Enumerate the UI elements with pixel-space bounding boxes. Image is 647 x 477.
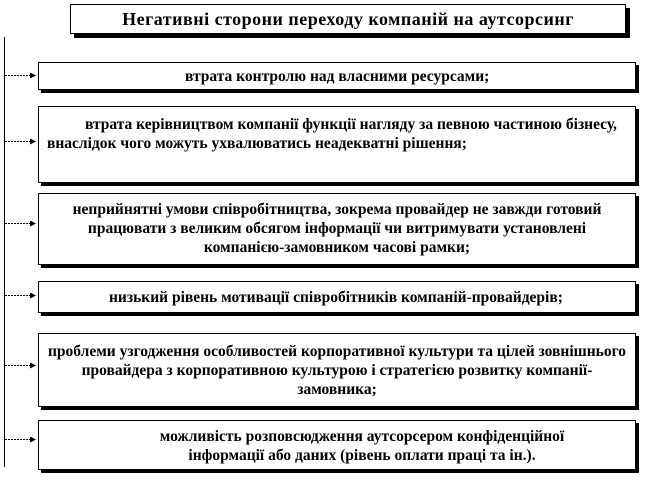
diagram-title-text: Негативні сторони переходу компаній на аутсорсинг bbox=[122, 8, 574, 29]
arrow-4 bbox=[5, 292, 36, 299]
arrow-3 bbox=[5, 220, 36, 227]
item-text-3: неприйнятні умови співробітництва, зокрема провайдер не завжди готовий працювати з великим обсягом інформації чи витримувати установлені компанією-замовником часові рамки; bbox=[72, 201, 602, 256]
arrow-5 bbox=[5, 362, 36, 369]
arrow-right-icon bbox=[5, 220, 36, 227]
item-box-4 bbox=[38, 281, 636, 313]
arrow-right-icon bbox=[5, 362, 36, 369]
arrow-right-icon bbox=[5, 72, 36, 79]
arrow-6 bbox=[5, 436, 36, 443]
item-text-6: можливість розповсюдження аутсорсером конфіденційної інформації або даних (рівень оплати праці та ін.). bbox=[159, 428, 565, 464]
item-text-2: втрата керівництвом компанії функції нагляду за певною частиною бізнесу, внаслідок чого можуть ухвалюватись неадекватні рішення; bbox=[47, 116, 617, 152]
item-box-2 bbox=[38, 106, 636, 183]
arrow-right-icon bbox=[5, 292, 36, 299]
arrow-1 bbox=[5, 72, 36, 79]
diagram-title bbox=[70, 4, 626, 34]
item-box-3 bbox=[38, 193, 636, 265]
arrow-2 bbox=[5, 138, 36, 145]
item-box-6 bbox=[38, 420, 636, 470]
item-box-1 bbox=[38, 62, 636, 90]
vertical-connector-line bbox=[4, 37, 5, 467]
item-text-5: проблеми узгодження особливостей корпоративної культури та цілей зовнішнього провайдера з корпоративною культурою і стратегією розвитку компанії-замовника; bbox=[48, 343, 626, 398]
item-text-4: низький рівень мотивації співробітників компаній-провайдерів; bbox=[109, 289, 563, 306]
item-text-1: втрата контролю над власними ресурсами; bbox=[185, 68, 490, 85]
arrow-right-icon bbox=[5, 138, 36, 145]
arrow-right-icon bbox=[5, 436, 36, 443]
item-box-5 bbox=[38, 333, 636, 407]
